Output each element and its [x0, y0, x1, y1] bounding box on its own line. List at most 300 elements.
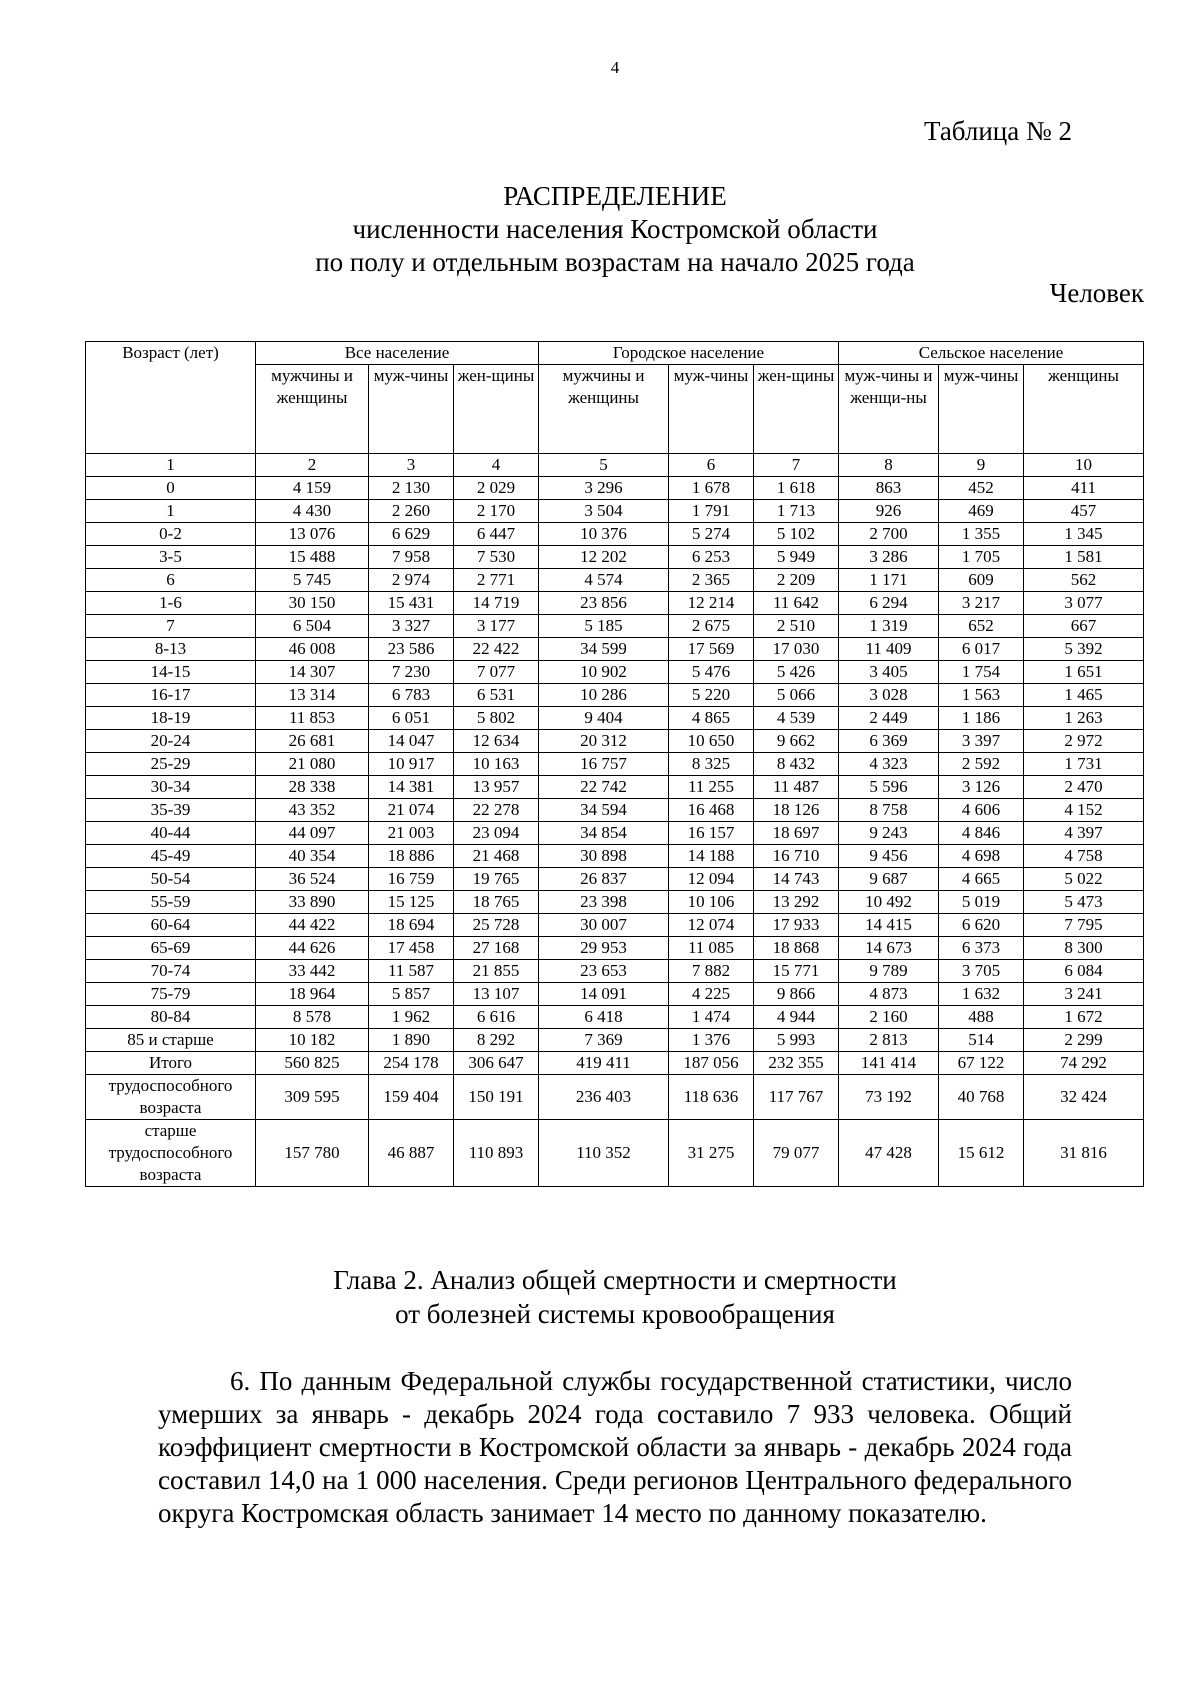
- value-cell: 187 056: [669, 1052, 754, 1075]
- value-cell: 10 902: [539, 661, 669, 684]
- value-cell: 18 697: [754, 822, 839, 845]
- value-cell: 44 422: [256, 914, 369, 937]
- value-cell: 5 220: [669, 684, 754, 707]
- subheader-cell: мужчины и женщины: [539, 365, 669, 454]
- value-cell: 6 373: [939, 937, 1024, 960]
- value-cell: 1 319: [839, 615, 939, 638]
- value-cell: 3 028: [839, 684, 939, 707]
- value-cell: 254 178: [369, 1052, 454, 1075]
- value-cell: 1 731: [1024, 753, 1144, 776]
- age-cell: 6: [86, 569, 256, 592]
- value-cell: 2 209: [754, 569, 839, 592]
- value-cell: 74 292: [1024, 1052, 1144, 1075]
- table-row: [86, 1006, 1144, 1029]
- table-row: [86, 500, 1144, 523]
- value-cell: 419 411: [539, 1052, 669, 1075]
- value-cell: 6 620: [939, 914, 1024, 937]
- age-cell: 16-17: [86, 684, 256, 707]
- value-cell: 16 759: [369, 868, 454, 891]
- value-cell: 31 816: [1024, 1120, 1144, 1187]
- value-cell: 652: [939, 615, 1024, 638]
- value-cell: 25 728: [454, 914, 539, 937]
- value-cell: 118 636: [669, 1075, 754, 1120]
- value-cell: 10 106: [669, 891, 754, 914]
- value-cell: 12 202: [539, 546, 669, 569]
- value-cell: 1 186: [939, 707, 1024, 730]
- value-cell: 1 672: [1024, 1006, 1144, 1029]
- value-cell: 8 292: [454, 1029, 539, 1052]
- value-cell: 4 698: [939, 845, 1024, 868]
- value-cell: 2 510: [754, 615, 839, 638]
- chapter-heading: [0, 1263, 1200, 1331]
- value-cell: 10 286: [539, 684, 669, 707]
- column-number-row: [86, 454, 1144, 477]
- value-cell: 4 873: [839, 983, 939, 1006]
- value-cell: 28 338: [256, 776, 369, 799]
- value-cell: 6 253: [669, 546, 754, 569]
- value-cell: 667: [1024, 615, 1144, 638]
- value-cell: 117 767: [754, 1075, 839, 1120]
- value-cell: 159 404: [369, 1075, 454, 1120]
- value-cell: 11 487: [754, 776, 839, 799]
- value-cell: 1 474: [669, 1006, 754, 1029]
- value-cell: 14 307: [256, 661, 369, 684]
- value-cell: 30 007: [539, 914, 669, 937]
- value-cell: 1 962: [369, 1006, 454, 1029]
- age-cell: 40-44: [86, 822, 256, 845]
- age-header-cell: Возраст (лет): [86, 342, 256, 454]
- value-cell: 26 837: [539, 868, 669, 891]
- value-cell: 36 524: [256, 868, 369, 891]
- value-cell: 22 278: [454, 799, 539, 822]
- group-header-rural: Сельское население: [839, 342, 1144, 365]
- value-cell: 5 392: [1024, 638, 1144, 661]
- column-number-cell: 3: [369, 454, 454, 477]
- value-cell: 15 771: [754, 960, 839, 983]
- column-number-cell: 8: [839, 454, 939, 477]
- population-table: [85, 341, 1144, 1187]
- value-cell: 4 846: [939, 822, 1024, 845]
- subheader-cell: муж-чины и женщи-ны: [839, 365, 939, 454]
- table-row: [86, 799, 1144, 822]
- value-cell: 5 022: [1024, 868, 1144, 891]
- value-cell: 14 673: [839, 937, 939, 960]
- title-line-2: численности населения Костромской области: [352, 214, 878, 244]
- value-cell: 29 953: [539, 937, 669, 960]
- page-number: 4: [610, 58, 620, 77]
- value-cell: 6 017: [939, 638, 1024, 661]
- value-cell: 4 606: [939, 799, 1024, 822]
- value-cell: 3 241: [1024, 983, 1144, 1006]
- value-cell: 1 632: [939, 983, 1024, 1006]
- value-cell: 2 449: [839, 707, 939, 730]
- value-cell: 10 492: [839, 891, 939, 914]
- value-cell: 15 125: [369, 891, 454, 914]
- table-row: [86, 845, 1144, 868]
- value-cell: 6 629: [369, 523, 454, 546]
- value-cell: 457: [1024, 500, 1144, 523]
- value-cell: 4 574: [539, 569, 669, 592]
- value-cell: 30 898: [539, 845, 669, 868]
- value-cell: 14 743: [754, 868, 839, 891]
- table-row: [86, 891, 1144, 914]
- age-cell: 35-39: [86, 799, 256, 822]
- table-row: [86, 868, 1144, 891]
- value-cell: 2 771: [454, 569, 539, 592]
- value-cell: 2 170: [454, 500, 539, 523]
- value-cell: 4 865: [669, 707, 754, 730]
- value-cell: 2 700: [839, 523, 939, 546]
- age-cell: 65-69: [86, 937, 256, 960]
- value-cell: 2 972: [1024, 730, 1144, 753]
- table-label: Таблица № 2: [924, 116, 1072, 146]
- value-cell: 157 780: [256, 1120, 369, 1187]
- value-cell: 5 473: [1024, 891, 1144, 914]
- value-cell: 236 403: [539, 1075, 669, 1120]
- age-cell: 60-64: [86, 914, 256, 937]
- value-cell: 33 442: [256, 960, 369, 983]
- subheader-cell: жен-щины: [754, 365, 839, 454]
- value-cell: 19 765: [454, 868, 539, 891]
- table-row: [86, 730, 1144, 753]
- table-row: [86, 546, 1144, 569]
- value-cell: 33 890: [256, 891, 369, 914]
- value-cell: 17 569: [669, 638, 754, 661]
- table-row: [86, 1052, 1144, 1075]
- table-title: [0, 180, 1200, 279]
- value-cell: 2 592: [939, 753, 1024, 776]
- value-cell: 9 404: [539, 707, 669, 730]
- value-cell: 232 355: [754, 1052, 839, 1075]
- value-cell: 1 465: [1024, 684, 1144, 707]
- chapter-line-2: от болезней системы кровообращения: [395, 1299, 835, 1329]
- age-cell: 7: [86, 615, 256, 638]
- value-cell: 926: [839, 500, 939, 523]
- table-row: [86, 1029, 1144, 1052]
- value-cell: 17 933: [754, 914, 839, 937]
- value-cell: 309 595: [256, 1075, 369, 1120]
- age-cell: 1: [86, 500, 256, 523]
- value-cell: 863: [839, 477, 939, 500]
- subheader-cell: жен-щины: [454, 365, 539, 454]
- value-cell: 5 066: [754, 684, 839, 707]
- age-cell: 30-34: [86, 776, 256, 799]
- value-cell: 17 458: [369, 937, 454, 960]
- value-cell: 46 008: [256, 638, 369, 661]
- table-row: [86, 983, 1144, 1006]
- value-cell: 4 397: [1024, 822, 1144, 845]
- value-cell: 13 107: [454, 983, 539, 1006]
- value-cell: 21 080: [256, 753, 369, 776]
- value-cell: 562: [1024, 569, 1144, 592]
- value-cell: 5 476: [669, 661, 754, 684]
- value-cell: 8 578: [256, 1006, 369, 1029]
- value-cell: 8 758: [839, 799, 939, 822]
- value-cell: 23 094: [454, 822, 539, 845]
- value-cell: 1 705: [939, 546, 1024, 569]
- age-cell: 8-13: [86, 638, 256, 661]
- value-cell: 20 312: [539, 730, 669, 753]
- value-cell: 16 157: [669, 822, 754, 845]
- table-row: [86, 661, 1144, 684]
- value-cell: 3 296: [539, 477, 669, 500]
- value-cell: 5 857: [369, 983, 454, 1006]
- value-cell: 32 424: [1024, 1075, 1144, 1120]
- subheader-cell: муж-чины: [669, 365, 754, 454]
- value-cell: 4 159: [256, 477, 369, 500]
- value-cell: 12 634: [454, 730, 539, 753]
- value-cell: 1 171: [839, 569, 939, 592]
- age-cell: Итого: [86, 1052, 256, 1075]
- value-cell: 16 468: [669, 799, 754, 822]
- value-cell: 6 504: [256, 615, 369, 638]
- value-cell: 18 765: [454, 891, 539, 914]
- value-cell: 2 675: [669, 615, 754, 638]
- value-cell: 7 882: [669, 960, 754, 983]
- value-cell: 15 488: [256, 546, 369, 569]
- age-cell: 3-5: [86, 546, 256, 569]
- age-cell: старше трудоспособного возраста: [86, 1120, 256, 1187]
- value-cell: 1 678: [669, 477, 754, 500]
- value-cell: 469: [939, 500, 1024, 523]
- column-number-cell: 2: [256, 454, 369, 477]
- value-cell: 10 376: [539, 523, 669, 546]
- value-cell: 21 074: [369, 799, 454, 822]
- value-cell: 3 126: [939, 776, 1024, 799]
- value-cell: 18 868: [754, 937, 839, 960]
- value-cell: 17 030: [754, 638, 839, 661]
- value-cell: 6 369: [839, 730, 939, 753]
- subheader-cell: муж-чины: [369, 365, 454, 454]
- value-cell: 21 003: [369, 822, 454, 845]
- value-cell: 4 152: [1024, 799, 1144, 822]
- value-cell: 6 418: [539, 1006, 669, 1029]
- value-cell: 21 855: [454, 960, 539, 983]
- value-cell: 34 854: [539, 822, 669, 845]
- value-cell: 23 856: [539, 592, 669, 615]
- table-row: [86, 753, 1144, 776]
- value-cell: 3 504: [539, 500, 669, 523]
- table-row: [86, 569, 1144, 592]
- value-cell: 5 745: [256, 569, 369, 592]
- value-cell: 488: [939, 1006, 1024, 1029]
- value-cell: 10 917: [369, 753, 454, 776]
- value-cell: 44 626: [256, 937, 369, 960]
- subheader-cell: женщины: [1024, 365, 1144, 454]
- value-cell: 3 405: [839, 661, 939, 684]
- age-cell: 25-29: [86, 753, 256, 776]
- value-cell: 40 354: [256, 845, 369, 868]
- value-cell: 8 325: [669, 753, 754, 776]
- value-cell: 18 126: [754, 799, 839, 822]
- value-cell: 8 300: [1024, 937, 1144, 960]
- value-cell: 4 944: [754, 1006, 839, 1029]
- value-cell: 6 294: [839, 592, 939, 615]
- value-cell: 11 642: [754, 592, 839, 615]
- value-cell: 5 993: [754, 1029, 839, 1052]
- value-cell: 9 243: [839, 822, 939, 845]
- value-cell: 22 422: [454, 638, 539, 661]
- value-cell: 14 415: [839, 914, 939, 937]
- age-cell: 20-24: [86, 730, 256, 753]
- table-row: [86, 822, 1144, 845]
- value-cell: 14 381: [369, 776, 454, 799]
- value-cell: 8 432: [754, 753, 839, 776]
- value-cell: 609: [939, 569, 1024, 592]
- value-cell: 11 255: [669, 776, 754, 799]
- value-cell: 5 185: [539, 615, 669, 638]
- value-cell: 1 618: [754, 477, 839, 500]
- table-row: [86, 523, 1144, 546]
- value-cell: 5 019: [939, 891, 1024, 914]
- value-cell: 6 084: [1024, 960, 1144, 983]
- value-cell: 3 705: [939, 960, 1024, 983]
- value-cell: 3 177: [454, 615, 539, 638]
- age-cell: 50-54: [86, 868, 256, 891]
- value-cell: 1 376: [669, 1029, 754, 1052]
- value-cell: 1 345: [1024, 523, 1144, 546]
- value-cell: 7 077: [454, 661, 539, 684]
- table-group-header-row: [86, 342, 1144, 365]
- value-cell: 5 426: [754, 661, 839, 684]
- age-cell: 80-84: [86, 1006, 256, 1029]
- value-cell: 4 323: [839, 753, 939, 776]
- value-cell: 3 286: [839, 546, 939, 569]
- value-cell: 13 076: [256, 523, 369, 546]
- value-cell: 23 398: [539, 891, 669, 914]
- value-cell: 1 263: [1024, 707, 1144, 730]
- age-cell: 75-79: [86, 983, 256, 1006]
- value-cell: 3 327: [369, 615, 454, 638]
- value-cell: 3 397: [939, 730, 1024, 753]
- table-row: [86, 1120, 1144, 1187]
- title-line-3: по полу и отдельным возрастам на начало 2025 года: [315, 247, 915, 277]
- group-header-urban: Городское население: [539, 342, 839, 365]
- value-cell: 7 530: [454, 546, 539, 569]
- value-cell: 47 428: [839, 1120, 939, 1187]
- age-cell: 18-19: [86, 707, 256, 730]
- value-cell: 31 275: [669, 1120, 754, 1187]
- value-cell: 44 097: [256, 822, 369, 845]
- value-cell: 11 409: [839, 638, 939, 661]
- value-cell: 14 719: [454, 592, 539, 615]
- group-header-all: Все население: [256, 342, 539, 365]
- value-cell: 2 029: [454, 477, 539, 500]
- value-cell: 9 687: [839, 868, 939, 891]
- value-cell: 1 563: [939, 684, 1024, 707]
- value-cell: 9 866: [754, 983, 839, 1006]
- title-line-1: РАСПРЕДЕЛЕНИЕ: [503, 181, 727, 211]
- value-cell: 10 182: [256, 1029, 369, 1052]
- value-cell: 110 893: [454, 1120, 539, 1187]
- value-cell: 2 160: [839, 1006, 939, 1029]
- value-cell: 1 754: [939, 661, 1024, 684]
- value-cell: 411: [1024, 477, 1144, 500]
- value-cell: 11 853: [256, 707, 369, 730]
- value-cell: 10 163: [454, 753, 539, 776]
- body-paragraph: 6. По данным Федеральной службы государственной статистики, число умерших за январь - декабрь 2024 года составило 7 933 человека. Общий коэффициент смертности в Костромской области за январь - декабрь 2024 года составил 14,0 на 1 000 населения. Среди регионов Центрального федерального округа Костромская область занимает 14 место по данному показателю.: [158, 1366, 1072, 1528]
- value-cell: 9 789: [839, 960, 939, 983]
- value-cell: 22 742: [539, 776, 669, 799]
- value-cell: 79 077: [754, 1120, 839, 1187]
- table-row: [86, 937, 1144, 960]
- value-cell: 16 757: [539, 753, 669, 776]
- column-number-cell: 7: [754, 454, 839, 477]
- column-number-cell: 1: [86, 454, 256, 477]
- value-cell: 1 890: [369, 1029, 454, 1052]
- value-cell: 2 260: [369, 500, 454, 523]
- value-cell: 34 599: [539, 638, 669, 661]
- value-cell: 26 681: [256, 730, 369, 753]
- value-cell: 7 230: [369, 661, 454, 684]
- value-cell: 34 594: [539, 799, 669, 822]
- table-row: [86, 638, 1144, 661]
- value-cell: 1 355: [939, 523, 1024, 546]
- value-cell: 15 431: [369, 592, 454, 615]
- table-row: [86, 960, 1144, 983]
- age-cell: 70-74: [86, 960, 256, 983]
- value-cell: 2 365: [669, 569, 754, 592]
- age-cell: 85 и старше: [86, 1029, 256, 1052]
- value-cell: 141 414: [839, 1052, 939, 1075]
- subheader-cell: мужчины и женщины: [256, 365, 369, 454]
- value-cell: 2 813: [839, 1029, 939, 1052]
- value-cell: 14 047: [369, 730, 454, 753]
- value-cell: 15 612: [939, 1120, 1024, 1187]
- value-cell: 6 531: [454, 684, 539, 707]
- age-cell: 1-6: [86, 592, 256, 615]
- value-cell: 7 958: [369, 546, 454, 569]
- value-cell: 5 596: [839, 776, 939, 799]
- value-cell: 560 825: [256, 1052, 369, 1075]
- column-number-cell: 6: [669, 454, 754, 477]
- value-cell: 3 217: [939, 592, 1024, 615]
- value-cell: 14 091: [539, 983, 669, 1006]
- value-cell: 1 791: [669, 500, 754, 523]
- value-cell: 11 085: [669, 937, 754, 960]
- value-cell: 6 616: [454, 1006, 539, 1029]
- units-label: Человек: [1049, 278, 1144, 308]
- value-cell: 4 539: [754, 707, 839, 730]
- value-cell: 9 456: [839, 845, 939, 868]
- value-cell: 11 587: [369, 960, 454, 983]
- value-cell: 30 150: [256, 592, 369, 615]
- value-cell: 18 694: [369, 914, 454, 937]
- value-cell: 14 188: [669, 845, 754, 868]
- table-row: [86, 1075, 1144, 1120]
- value-cell: 5 949: [754, 546, 839, 569]
- value-cell: 5 274: [669, 523, 754, 546]
- value-cell: 2 130: [369, 477, 454, 500]
- value-cell: 5 102: [754, 523, 839, 546]
- value-cell: 2 974: [369, 569, 454, 592]
- value-cell: 13 292: [754, 891, 839, 914]
- subheader-cell: муж-чины: [939, 365, 1024, 454]
- value-cell: 13 314: [256, 684, 369, 707]
- chapter-line-1: Глава 2. Анализ общей смертности и смертности: [333, 1265, 897, 1295]
- value-cell: 4 665: [939, 868, 1024, 891]
- column-number-cell: 10: [1024, 454, 1144, 477]
- value-cell: 9 662: [754, 730, 839, 753]
- table-row: [86, 592, 1144, 615]
- value-cell: 67 122: [939, 1052, 1024, 1075]
- table-row: [86, 914, 1144, 937]
- value-cell: 73 192: [839, 1075, 939, 1120]
- value-cell: 6 783: [369, 684, 454, 707]
- value-cell: 110 352: [539, 1120, 669, 1187]
- value-cell: 452: [939, 477, 1024, 500]
- value-cell: 6 051: [369, 707, 454, 730]
